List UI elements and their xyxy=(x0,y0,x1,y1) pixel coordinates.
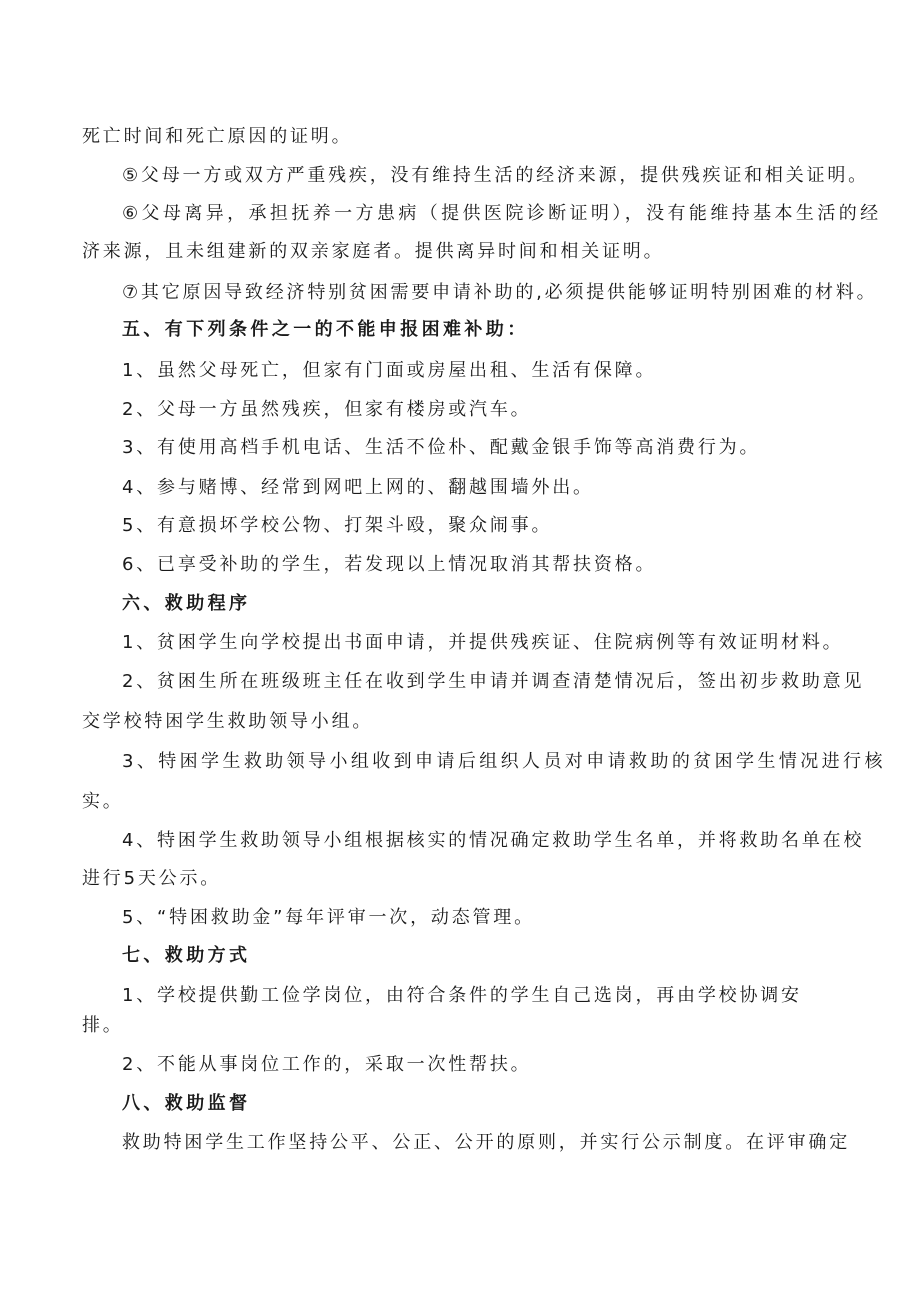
text-line-condition-3: 3、有使用高档手机电话、生活不俭朴、配戴金银手饰等高消费行为。 xyxy=(122,437,761,458)
section-heading-eight: 八、救助监督 xyxy=(122,1093,251,1114)
text-line-item-5-disability: ⑤父母一方或双方严重残疾，没有维持生活的经济来源，提供残疾证和相关证明。 xyxy=(122,165,869,186)
text-line-method-2: 2、不能从事岗位工作的，采取一次性帮扶。 xyxy=(122,1054,532,1075)
text-line-death-proof: 死亡时间和死亡原因的证明。 xyxy=(82,126,353,147)
text-line-item-7-other: ⑦其它原因导致经济特别贫困需要申请补助的,必须提供能够证明特别困难的材料。 xyxy=(122,282,878,303)
text-line-supervision: 救助特困学生工作坚持公平、公正、公开的原则，并实行公示制度。在评审确定 xyxy=(122,1132,850,1153)
text-line-item-6-continued: 济来源，且未组建新的双亲家庭者。提供离异时间和相关证明。 xyxy=(82,241,665,262)
text-line-procedure-1: 1、贫困学生向学校提出书面申请，并提供残疾证、住院病例等有效证明材料。 xyxy=(122,632,844,653)
section-heading-seven: 七、救助方式 xyxy=(122,945,251,966)
text-line-procedure-5: 5、“特困救助金”每年评审一次，动态管理。 xyxy=(122,907,535,928)
text-line-procedure-2-continued: 交学校特困学生救助领导小组。 xyxy=(82,711,374,732)
text-line-condition-2: 2、父母一方虽然残疾，但家有楼房或汽车。 xyxy=(122,399,532,420)
text-line-condition-5: 5、有意损坏学校公物、打架斗殴，聚众闹事。 xyxy=(122,515,553,536)
text-line-method-1: 1、学校提供勤工俭学岗位，由符合条件的学生自己选岗，再由学校协调安 xyxy=(122,985,802,1006)
section-heading-six: 六、救助程序 xyxy=(122,593,251,614)
section-heading-five: 五、有下列条件之一的不能申报困难补助： xyxy=(122,319,529,340)
text-line-method-1-continued: 排。 xyxy=(82,1015,124,1036)
text-line-procedure-4-continued: 进行5天公示。 xyxy=(82,868,222,889)
text-line-condition-6: 6、已享受补助的学生，若发现以上情况取消其帮扶资格。 xyxy=(122,554,657,575)
text-line-item-6-divorce: ⑥父母离异，承担抚养一方患病（提供医院诊断证明），没有能维持基本生活的经 xyxy=(122,203,882,224)
text-line-condition-1: 1、虽然父母死亡，但家有门面或房屋出租、生活有保障。 xyxy=(122,360,657,381)
text-line-condition-4: 4、参与赌博、经常到网吧上网的、翻越围墙外出。 xyxy=(122,477,594,498)
text-line-procedure-2: 2、贫困生所在班级班主任在收到学生申请并调查清楚情况后，签出初步救助意见 xyxy=(122,671,865,692)
text-line-procedure-3-continued: 实。 xyxy=(82,791,124,812)
text-line-procedure-4: 4、特困学生救助领导小组根据核实的情况确定救助学生名单，并将救助名单在校 xyxy=(122,830,865,851)
text-line-procedure-3: 3、特困学生救助领导小组收到申请后组织人员对申请救助的贫困学生情况进行核 xyxy=(122,751,886,772)
